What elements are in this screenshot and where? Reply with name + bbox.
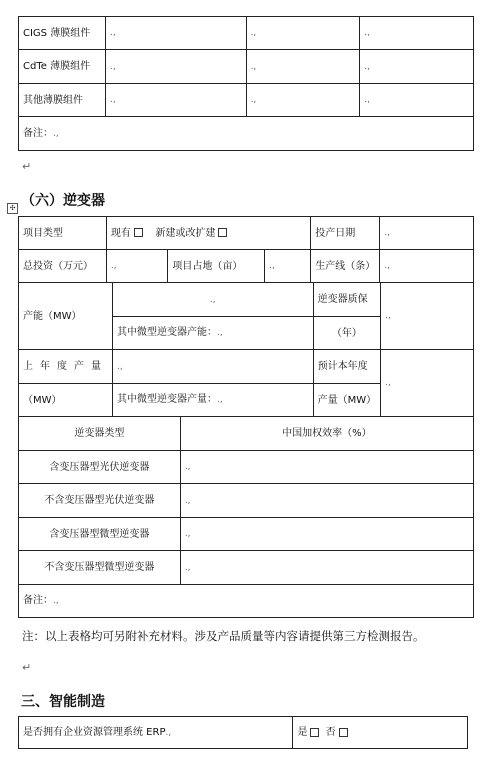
table-row — [19, 585, 474, 618]
warranty-cell[interactable]: ., — [381, 283, 474, 350]
efficiency-cell[interactable]: ., — [180, 518, 473, 551]
cell[interactable]: ., — [105, 50, 246, 84]
inverter-type: 不含变压器型光伏逆变器 — [19, 484, 181, 518]
project-type-label: 项目类型 — [19, 217, 107, 250]
forecast-cell[interactable]: ., — [381, 350, 474, 417]
cell[interactable]: ., — [360, 50, 474, 84]
cell[interactable]: ., — [246, 84, 360, 117]
table-row — [19, 50, 474, 84]
table-row — [19, 117, 474, 151]
efficiency-cell[interactable]: ., — [180, 484, 473, 518]
cell[interactable]: ., — [105, 84, 246, 117]
inverter-type: 不含变压器型微型逆变器 — [19, 551, 181, 585]
table-row — [19, 217, 474, 250]
table-row — [19, 551, 474, 585]
total-investment-cell[interactable]: ., — [106, 250, 167, 283]
table-row — [19, 84, 474, 117]
total-investment-label: 总投资（万元） — [19, 250, 107, 283]
capacity-label: 产能（MW） — [19, 283, 113, 350]
existing-checkbox[interactable] — [134, 228, 143, 237]
new-checkbox[interactable] — [218, 228, 227, 237]
table-row — [19, 283, 474, 317]
smart-manufacturing-table — [18, 716, 468, 749]
efficiency-cell[interactable]: ., — [180, 551, 473, 585]
capacity-cell[interactable]: ., — [113, 283, 314, 317]
micro-output-cell[interactable]: 其中微型逆变器产量：., — [113, 384, 314, 417]
land-area-cell[interactable]: ., — [265, 250, 311, 283]
forecast-label: 预计本年度 — [313, 350, 381, 384]
row-label: CdTe 薄膜组件 — [19, 50, 106, 84]
paragraph-mark: ↵ — [22, 160, 32, 173]
inverter-type: 含变压器型光伏逆变器 — [19, 451, 181, 484]
table-row — [19, 17, 474, 50]
thin-film-table — [18, 16, 474, 151]
forecast-unit-label: 产量（MW） — [313, 384, 381, 417]
table-row — [19, 250, 474, 283]
start-date-label: 投产日期 — [311, 217, 380, 250]
land-area-label: 项目占地（亩） — [168, 250, 265, 283]
cell[interactable]: ., — [105, 17, 246, 50]
inverter-info-table — [18, 216, 474, 283]
micro-capacity-cell[interactable]: 其中微型逆变器产能：., — [113, 317, 314, 350]
inverter-efficiency-table — [18, 416, 474, 618]
paragraph-mark: ↵ — [22, 661, 32, 674]
type-header: 逆变器类型 — [19, 417, 181, 451]
no-checkbox[interactable] — [339, 728, 348, 737]
note-cell[interactable]: 备注：., — [19, 117, 474, 151]
table-row — [19, 451, 474, 484]
cell[interactable]: ., — [246, 50, 360, 84]
footnote: 注：以上表格均可另附补充材料。涉及产品质量等内容请提供第三方检测报告。 — [22, 629, 425, 643]
efficiency-cell[interactable]: ., — [180, 451, 473, 484]
start-date-cell[interactable]: ., — [380, 217, 474, 250]
inverter-capacity-table — [18, 282, 474, 417]
project-type-options[interactable]: 现有 新建或改扩建 — [106, 217, 310, 250]
table-row — [19, 717, 468, 749]
row-label: 其他薄膜组件 — [19, 84, 106, 117]
table-row — [19, 484, 474, 518]
yes-checkbox[interactable] — [310, 728, 319, 737]
erp-label: 是否拥有企业资源管理系统 ERP., — [19, 717, 293, 749]
note-cell[interactable]: 备注：., — [19, 585, 474, 618]
table-row — [19, 417, 474, 451]
table-row — [19, 350, 474, 384]
production-lines-cell[interactable]: ., — [380, 250, 474, 283]
warranty-unit-label: （年） — [313, 317, 381, 350]
cell[interactable]: ., — [360, 17, 474, 50]
inverter-type: 含变压器型微型逆变器 — [19, 518, 181, 551]
erp-options[interactable]: 是 否 — [293, 717, 468, 749]
row-label: CIGS 薄膜组件 — [19, 17, 106, 50]
section-title: 三、智能制造 — [21, 694, 105, 710]
cell[interactable]: ., — [246, 17, 360, 50]
warranty-label: 逆变器质保 — [313, 283, 381, 317]
cell[interactable]: ., — [360, 84, 474, 117]
table-row — [19, 518, 474, 551]
section-title: （六）逆变器 — [21, 193, 105, 209]
last-output-label: 上年度产量 — [19, 350, 113, 384]
production-lines-label: 生产线（条） — [311, 250, 380, 283]
last-output-unit-label: （MW） — [19, 384, 113, 417]
efficiency-header: 中国加权效率（%） — [180, 417, 473, 451]
table-move-handle-icon[interactable]: ✣ — [7, 203, 18, 214]
last-output-cell[interactable]: ., — [113, 350, 314, 384]
